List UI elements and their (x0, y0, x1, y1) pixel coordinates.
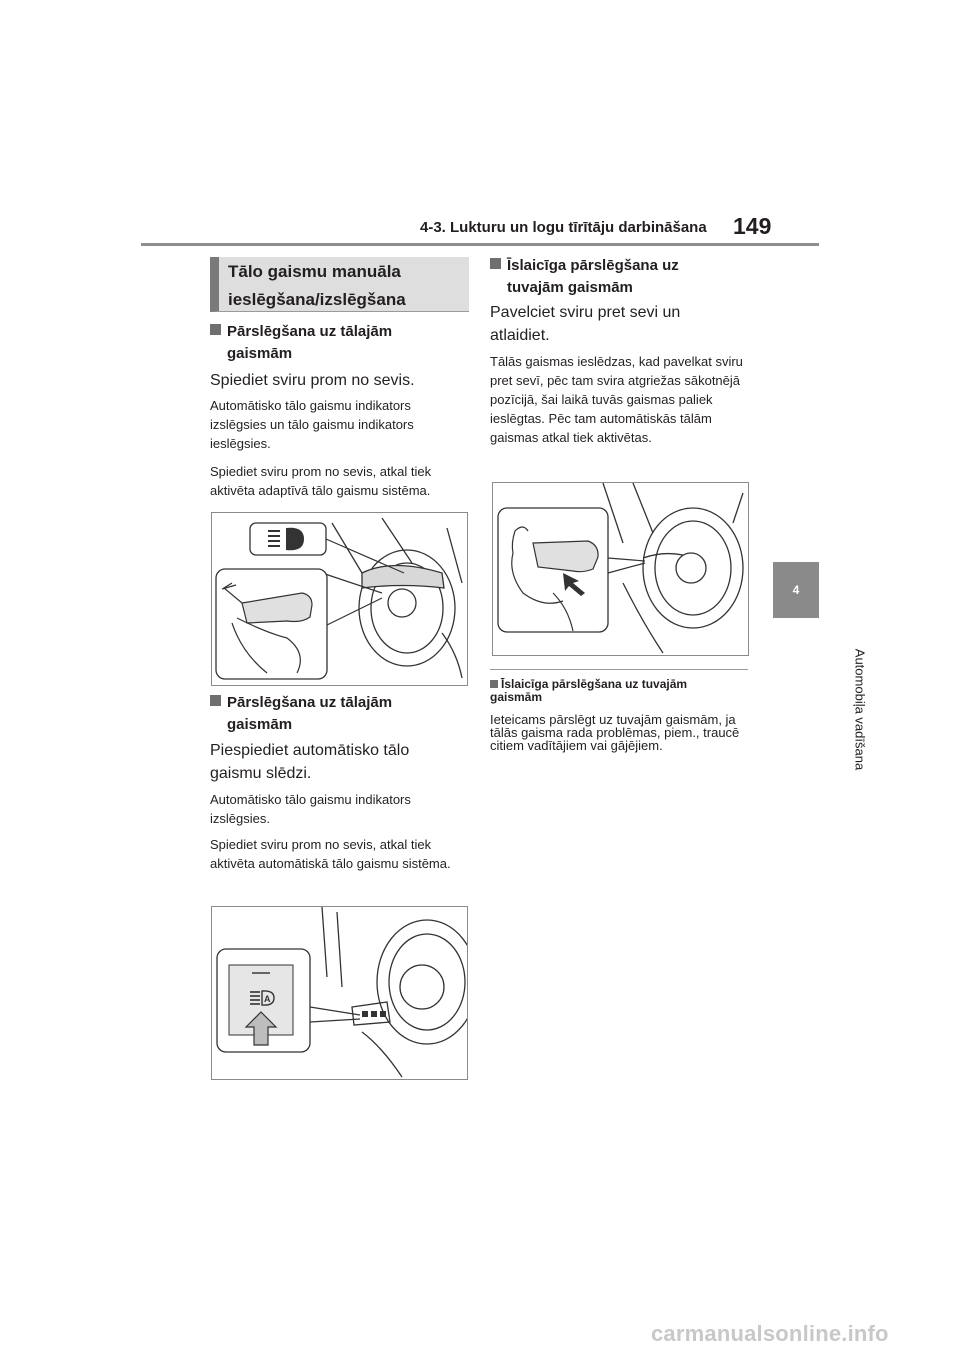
square-bullet-icon (210, 324, 221, 335)
page-number: 149 (733, 213, 772, 239)
block2-instruction: Piespiediet automātisko tālo gaismu slēdzi. (210, 742, 410, 782)
block1-instruction: Spiediet sviru prom no sevis. (210, 372, 415, 389)
lever-pull-illustration (493, 483, 748, 655)
note-heading: Īslaicīga pārslēgšana uz tuvajām gaismām (490, 677, 688, 704)
figure-auto-switch (211, 906, 468, 1080)
figure-lever-pull (492, 482, 749, 656)
svg-text:A: A (264, 994, 271, 1004)
section-title-box (210, 257, 469, 312)
square-bullet-icon (490, 680, 498, 688)
figure-lever-push (211, 512, 468, 686)
block1-para2: Spiediet sviru prom no sevis, atkal tiek aktivēta adaptīvā tālo gaismu sistēma. (210, 464, 432, 498)
block2-para1: Automātisko tālo gaismu indikators izslēgsies. (210, 792, 411, 826)
block3-instruction: Pavelciet sviru pret sevi un atlaidiet. (490, 304, 681, 344)
square-bullet-icon (210, 695, 221, 706)
block2-para2: Spiediet sviru prom no sevis, atkal tiek aktivēta automātiskā tālo gaismu sistēma. (210, 837, 451, 871)
lever-push-illustration (212, 513, 467, 685)
watermark-text: carmanualsonline.info (651, 1321, 889, 1346)
note-body: Ieteicams pārslēgt uz tuvajām gaismām, ja tālās gaisma rada problēmas, piem., traucē citiem vadītājiem vai gājējiem. (490, 712, 740, 753)
block1-para1: Automātisko tālo gaismu indikators izslēgsies un tālo gaismu indikators ieslēgsies. (210, 398, 414, 451)
note-rule (490, 669, 748, 670)
section-title-line2: ieslēgšana/izslēgšana (228, 290, 406, 309)
block3-para1: Tālās gaismas ieslēdzas, kad pavelkat sviru pret sevī, pēc tam svira atgriežas sākotnējā pozīcijā, šai laikā tuvās gaismas paliek ieslēgtas. Pēc tam automātiskās tālām gaismas atkal tiek aktivētas. (490, 354, 743, 445)
chapter-tab: 4 (773, 562, 819, 618)
block3-heading: Īslaicīga pārslēgšana uz tuvajām gaismām (490, 255, 760, 299)
header-rule (141, 243, 819, 246)
block1-heading: Pārslēgšana uz tālajām gaismām (210, 321, 470, 365)
auto-high-beam-switch-illustration (212, 907, 467, 1079)
block2-heading: Pārslēgšana uz tālajām gaismām (210, 692, 470, 736)
chapter-label: Automobiļa vadīšana (852, 648, 868, 771)
square-bullet-icon (490, 258, 501, 269)
section-header: 4-3. Lukturu un logu tīrītāju darbināšana (420, 219, 707, 236)
section-title-line1: Tālo gaismu manuāla (228, 262, 401, 281)
